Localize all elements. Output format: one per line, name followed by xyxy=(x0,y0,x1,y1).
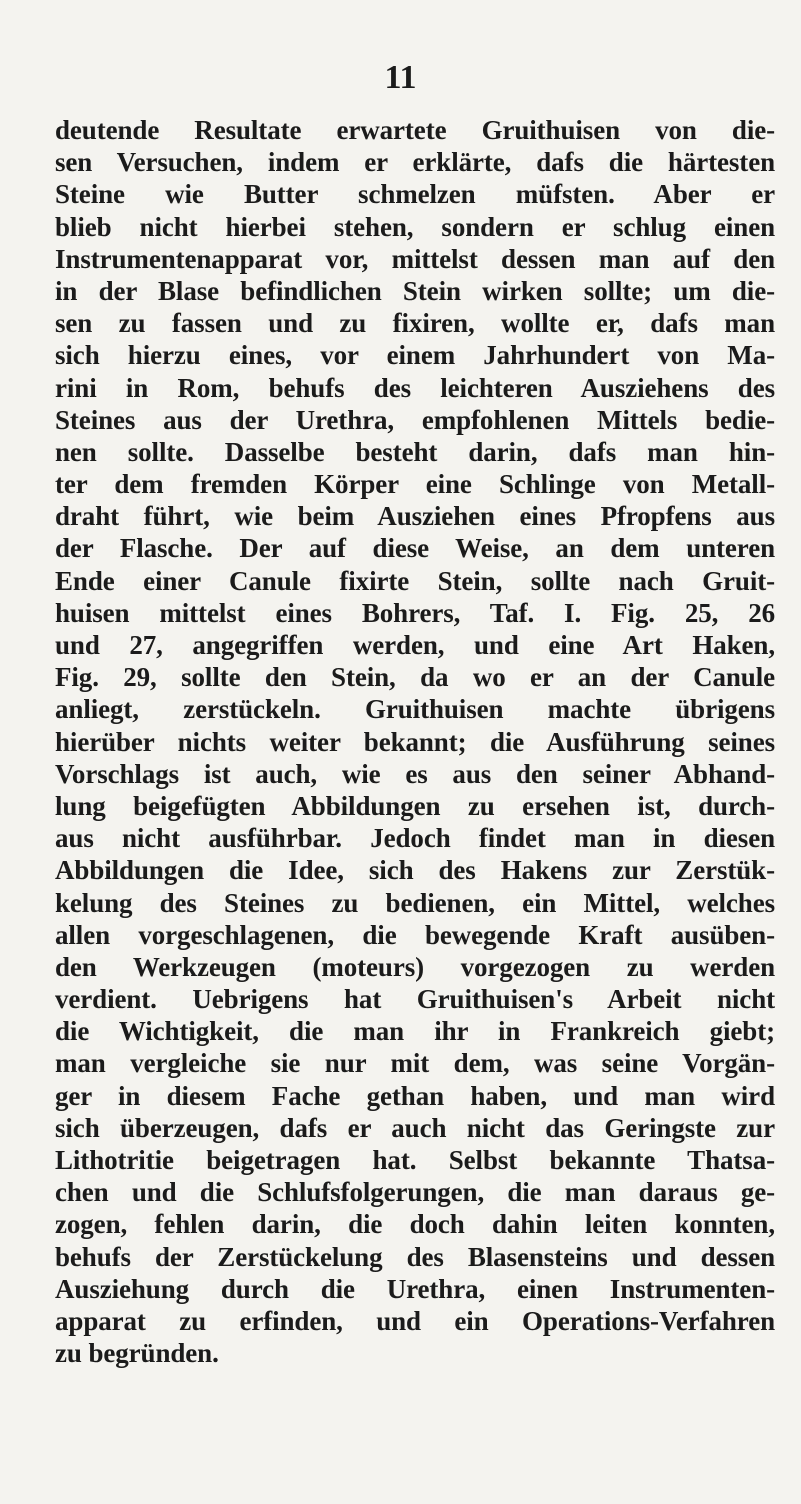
text-line: ter dem fremden Körper eine Schlinge von Metall- xyxy=(55,469,775,500)
text-line: aus nicht ausführbar. Jedoch findet man in diesen xyxy=(55,823,775,854)
text-line: Steines aus der Urethra, empfohlenen Mittels bedie- xyxy=(55,404,775,435)
text-line: die Wichtigkeit, die man ihr in Frankreich giebt; xyxy=(55,1016,775,1047)
text-line: zu begründen. xyxy=(55,1338,219,1369)
page-number: 11 xyxy=(384,59,417,96)
text-line: hierüber nichts weiter bekannt; die Ausführung seines xyxy=(55,726,775,757)
text-line: nen sollte. Dasselbe besteht darin, dafs man hin- xyxy=(55,436,775,467)
text-line: den Werkzeugen (moteurs) vorgezogen zu werden xyxy=(55,951,775,982)
text-line: Instrumentenapparat vor, mittelst dessen man auf den xyxy=(55,243,775,274)
text-line: allen vorgeschlagenen, die bewegende Kraft ausüben- xyxy=(55,919,775,950)
text-line: chen und die Schlufsfolgerungen, die man daraus ge- xyxy=(55,1177,775,1208)
text-line: Abbildungen die Idee, sich des Hakens zur Zerstük- xyxy=(55,855,775,886)
text-line: Fig. 29, sollte den Stein, da wo er an der Canule xyxy=(55,662,775,693)
text-line: Vorschlags ist auch, wie es aus den seiner Abhand- xyxy=(55,758,775,789)
text-line: ger in diesem Fache gethan haben, und man wird xyxy=(55,1080,775,1111)
text-line: rini in Rom, behufs des leichteren Ausziehens des xyxy=(55,372,775,403)
text-line: lung beigefügten Abbildungen zu ersehen ist, durch- xyxy=(55,790,775,821)
text-line: und 27, angegriffen werden, und eine Art Haken, xyxy=(55,630,775,660)
text-line: apparat zu erfinden, und ein Operations-Verfahren xyxy=(55,1305,775,1336)
text-line: der Flasche. Der auf diese Weise, an dem unteren xyxy=(55,533,775,564)
text-line: Ende einer Canule fixirte Stein, sollte nach Gruit- xyxy=(55,565,775,596)
text-line: sich hierzu eines, vor einem Jahrhundert von Ma- xyxy=(55,340,775,371)
text-line: anliegt, zerstückeln. Gruithuisen machte übrigens xyxy=(55,694,775,725)
text-line: sen Versuchen, indem er erklärte, dafs die härtesten xyxy=(55,147,775,178)
text-line: sen zu fassen und zu fixiren, wollte er, dafs man xyxy=(55,308,775,339)
text-line: Ausziehung durch die Urethra, einen Instrumenten- xyxy=(55,1273,775,1304)
text-line: Lithotritie beigetragen hat. Selbst bekannte Thatsa- xyxy=(55,1145,775,1175)
text-line: behufs der Zerstückelung des Blasensteins und dessen xyxy=(55,1241,775,1272)
body-text xyxy=(55,114,775,1369)
text-line: zogen, fehlen darin, die doch dahin leiten konnten, xyxy=(55,1209,775,1240)
text-line: draht führt, wie beim Ausziehen eines Pfropfens aus xyxy=(55,501,775,532)
text-line: in der Blase befindlichen Stein wirken sollte; um die- xyxy=(55,275,775,306)
text-line: kelung des Steines zu bedienen, ein Mittel, welches xyxy=(55,887,775,918)
text-line: sich überzeugen, dafs er auch nicht das Geringste zur xyxy=(55,1112,775,1143)
text-line: deutende Resultate erwartete Gruithuisen von die- xyxy=(55,115,775,145)
text-line: blieb nicht hierbei stehen, sondern er schlug einen xyxy=(55,211,775,242)
text-line: verdient. Uebrigens hat Gruithuisen's Arbeit nicht xyxy=(55,984,775,1015)
text-line: Steine wie Butter schmelzen müfsten. Aber er xyxy=(55,179,775,210)
text-line: huisen mittelst eines Bohrers, Taf. I. Fig. 25, 26 xyxy=(55,597,775,628)
text-line: man vergleiche sie nur mit dem, was seine Vorgän- xyxy=(55,1048,775,1079)
